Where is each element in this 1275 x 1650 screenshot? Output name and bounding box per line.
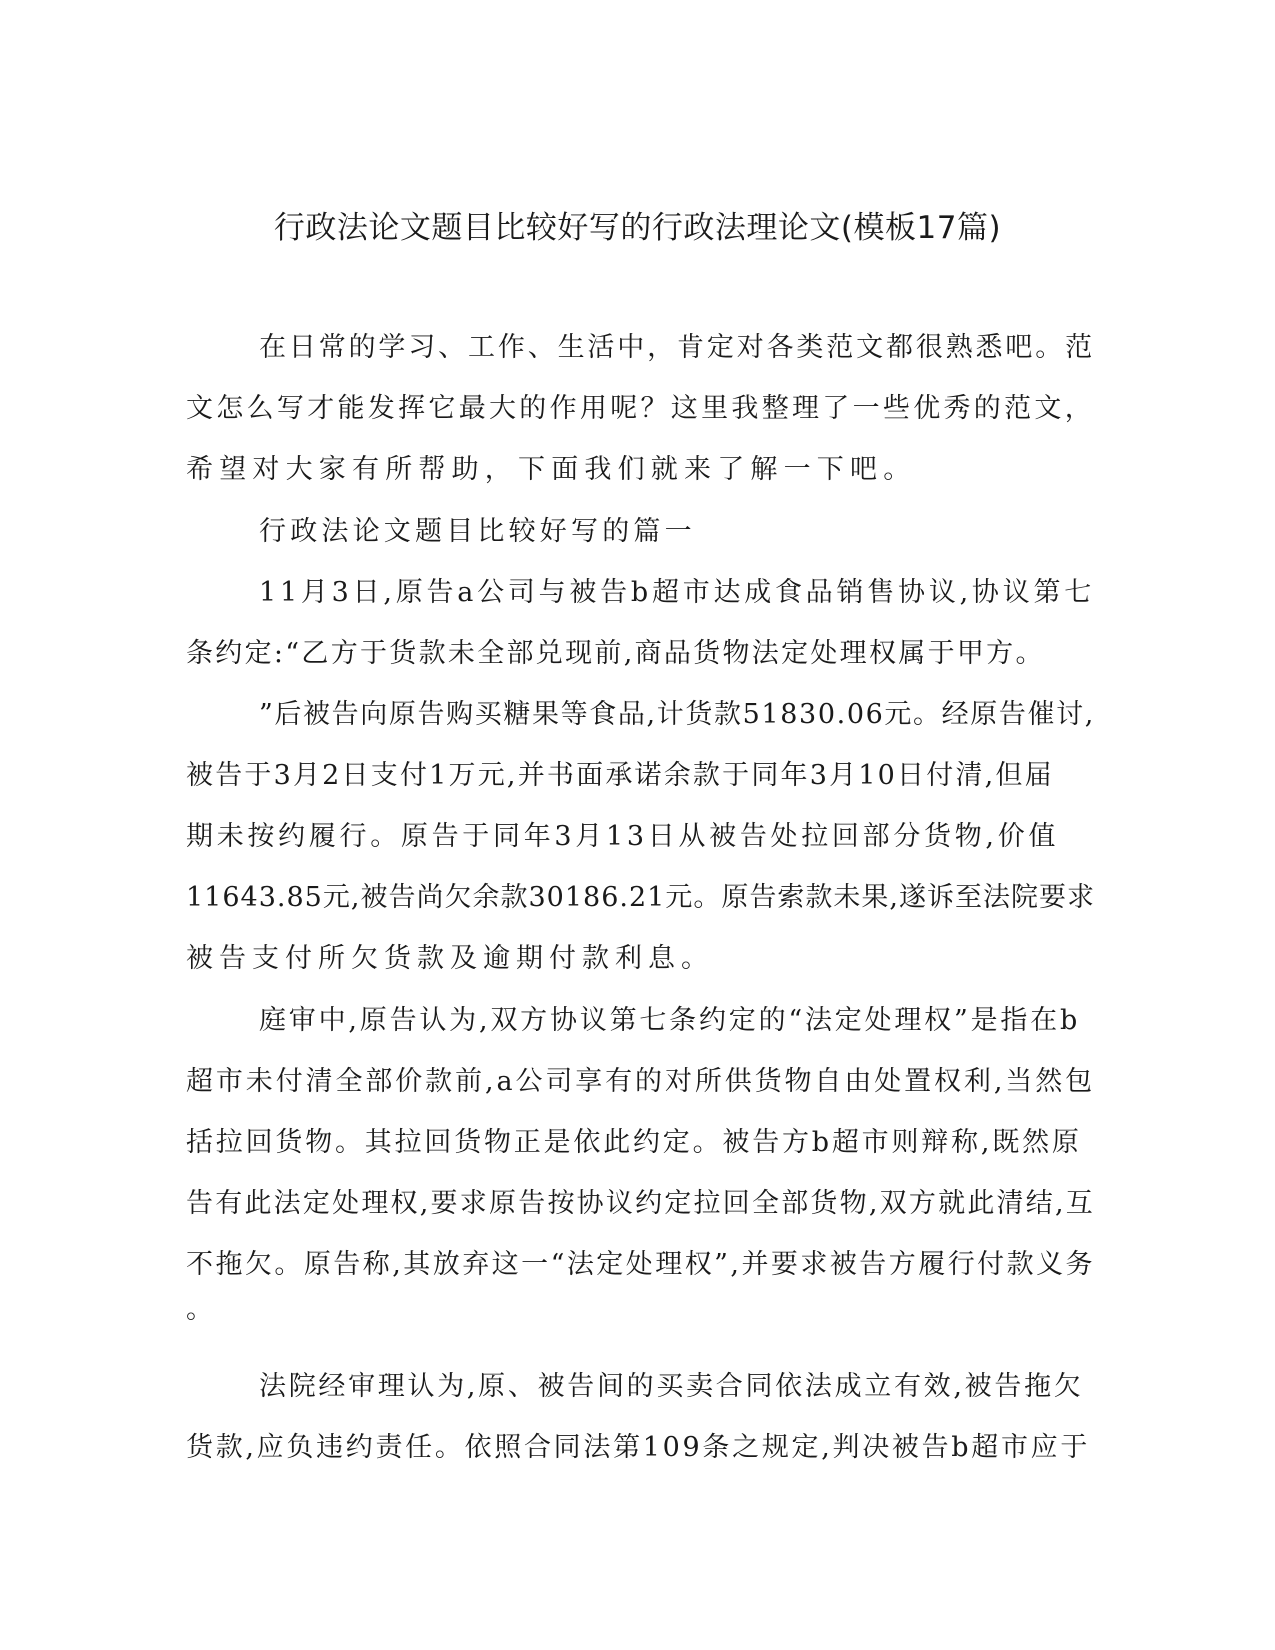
body-paragraph-line: 括拉回货物。其拉回货物正是依此约定。被告方b超市则辩称,既然原 <box>186 1127 1082 1158</box>
body-paragraph-line: 条约定:“乙方于货款未全部兑现前,商品货物法定处理权属于甲方。 <box>186 638 1045 669</box>
body-paragraph-line: 超市未付清全部价款前,a公司享有的对所供货物自由处置权利,当然包 <box>186 1066 1095 1097</box>
body-paragraph-line: 11月3日,原告a公司与被告b超市达成食品销售协议,协议第七 <box>259 577 1095 608</box>
intro-paragraph-line: 文怎么写才能发挥它最大的作用呢？这里我整理了一些优秀的范文， <box>186 393 1095 424</box>
intro-paragraph-line: 希望对大家有所帮助，下面我们就来了解一下吧。 <box>186 454 917 485</box>
body-paragraph-line: 期未按约履行。原告于同年3月13日从被告处拉回部分货物,价值 <box>186 821 1060 852</box>
body-paragraph-line: 法院经审理认为,原、被告间的买卖合同依法成立有效,被告拖欠 <box>259 1371 1084 1402</box>
intro-paragraph-line: 在日常的学习、工作、生活中，肯定对各类范文都很熟悉吧。范 <box>259 332 1095 363</box>
body-paragraph-line: 被告于3月2日支付1万元,并书面承诺余款于同年3月10日付清,但届 <box>186 760 1054 791</box>
document-title: 行政法论文题目比较好写的行政法理论文(模板17篇) <box>273 210 1002 246</box>
body-paragraph-line: 货款,应负违约责任。依照合同法第109条之规定,判决被告b超市应于 <box>186 1432 1091 1463</box>
body-paragraph-line: 。 <box>186 1294 213 1325</box>
body-paragraph-line: ”后被告向原告购买糖果等食品,计货款51830.06元。经原告催讨, <box>259 699 1095 730</box>
section-heading: 行政法论文题目比较好写的篇一 <box>259 516 696 547</box>
body-paragraph-line: 被告支付所欠货款及逾期付款利息。 <box>186 943 714 974</box>
body-paragraph-line: 不拖欠。原告称,其放弃这一“法定处理权”,并要求被告方履行付款义务 <box>186 1249 1095 1280</box>
body-paragraph-line: 11643.85元,被告尚欠余款30186.21元。原告索款未果,遂诉至法院要求 <box>186 882 1095 913</box>
body-paragraph-line: 庭审中,原告认为,双方协议第七条约定的“法定处理权”是指在b <box>259 1005 1081 1036</box>
body-paragraph-line: 告有此法定处理权,要求原告按协议约定拉回全部货物,双方就此清结,互 <box>186 1188 1095 1219</box>
